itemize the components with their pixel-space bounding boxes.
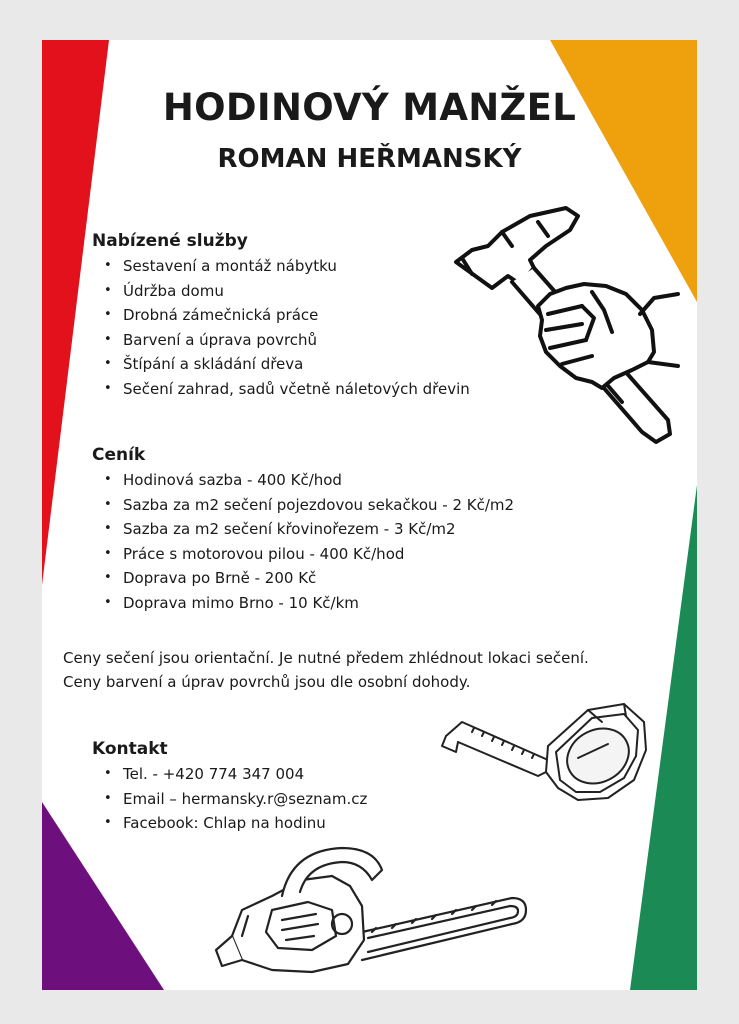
services-section xyxy=(92,230,470,401)
list-item: • Sazba za m2 sečení pojezdovou sekačkou - 2 Kč/m2 xyxy=(92,493,514,518)
contact-section xyxy=(92,738,367,836)
note-line: Ceny barvení a úprav povrchů jsou dle osobní dohody. xyxy=(63,673,471,691)
list-item: • Štípání a skládání dřeva xyxy=(92,352,470,377)
contact-facebook: • Facebook: Chlap na hodinu xyxy=(92,811,367,836)
list-item: • Údržba domu xyxy=(92,279,470,304)
pricing-note xyxy=(63,646,589,694)
hammer-in-hand-icon xyxy=(442,202,687,457)
list-item: • Sazba za m2 sečení křovinořezem - 3 Kč/m2 xyxy=(92,517,514,542)
contact-heading: Kontakt xyxy=(92,739,168,759)
flyer-sheet xyxy=(42,40,697,990)
list-item: • Práce s motorovou pilou - 400 Kč/hod xyxy=(92,542,514,567)
contact-list xyxy=(92,762,367,836)
services-list xyxy=(92,254,470,401)
pricing-list xyxy=(92,468,514,615)
tape-measure-icon xyxy=(438,696,653,806)
pricing-heading: Ceník xyxy=(92,445,146,465)
page-subtitle: ROMAN HEŘMANSKÝ xyxy=(217,144,522,174)
page-title: HODINOVÝ MANŽEL xyxy=(162,86,577,129)
list-item: • Barvení a úprava povrchů xyxy=(92,328,470,353)
note-line: Ceny sečení jsou orientační. Je nutné předem zhlédnout lokaci sečení. xyxy=(63,649,589,667)
list-item: • Sečení zahrad, sadů včetně náletových dřevin xyxy=(92,377,470,402)
list-item: • Drobná zámečnická práce xyxy=(92,303,470,328)
pricing-section xyxy=(92,444,514,615)
contact-email: • Email – hermansky.r@seznam.cz xyxy=(92,787,367,812)
chainsaw-icon xyxy=(212,840,532,980)
list-item: • Hodinová sazba - 400 Kč/hod xyxy=(92,468,514,493)
list-item: • Doprava po Brně - 200 Kč xyxy=(92,566,514,591)
services-heading: Nabízené služby xyxy=(92,231,248,251)
contact-phone: • Tel. - +420 774 347 004 xyxy=(92,762,367,787)
list-item: • Sestavení a montáž nábytku xyxy=(92,254,470,279)
list-item: • Doprava mimo Brno - 10 Kč/km xyxy=(92,591,514,616)
